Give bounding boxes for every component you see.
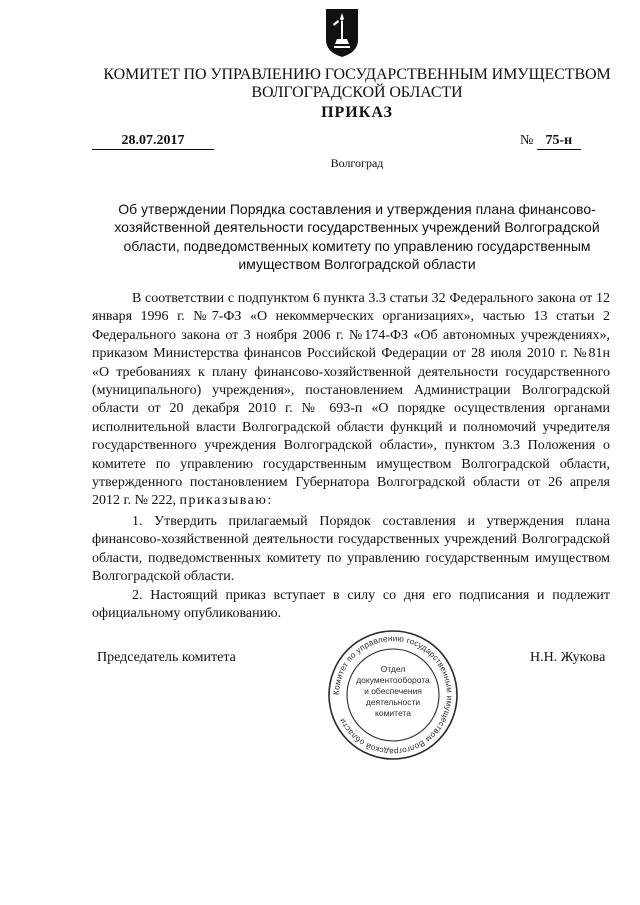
committee-name-line1: КОМИТЕТ ПО УПРАВЛЕНИЮ ГОСУДАРСТВЕННЫМ ИМУЩЕСТВОМ	[103, 66, 611, 83]
number-label: №	[520, 133, 534, 148]
stamp-line-3: и обеспечения	[364, 686, 422, 696]
stamp-line-2: документооборота	[356, 675, 430, 685]
preamble-paragraph	[92, 290, 610, 511]
order-date: 28.07.2017	[92, 132, 214, 150]
committee-name-line2: ВОЛГОГРАДСКОЙ ОБЛАСТИ	[251, 84, 463, 101]
preamble-text: В соответствии с подпунктом 6 пункта 3.3 статьи 32 Федерального закона от 12 января 1996 г. №7-ФЗ «О некоммерческих организациях», частью 13 статьи 2 Федерального закона от 3 ноября 2006 г. №174-ФЗ «Об автономных учреждениях», приказом Министерства финансов Российской Федерации от 28 июля 2010 г. №81н «О требованиях к плану финансово-хозяйственной деятельности государственного (муниципального) учреждения», постановлением Администрации Волгоградской области от 20 декабря 2010 г. № 693-п «О порядке осуществления органами исполнительной власти Волгоградской области функций и полномочий учредителя государственного учреждения Волгоградской области», пунктом 3.3 Положения о комитете по управлению государственным имуществом Волгоградской области, утвержденного постановлением Губернатора Волгоградской области от 26 апреля 2012 г. № 222,	[92, 291, 610, 509]
stamp-line-4: деятельности	[365, 697, 421, 707]
document-type: ПРИКАЗ	[321, 104, 393, 121]
office-stamp	[326, 628, 460, 762]
city: Волгоград	[330, 156, 384, 170]
clause-1: 1. Утвердить прилагаемый Порядок составления и утверждения плана финансово-хозяйственной деятельности государственных учреждений Волгоградской области, подведомственных комитету по управлению государственным имуществом Волгоградской области.	[92, 514, 610, 585]
clause-2: 2. Настоящий приказ вступает в силу со дня его подписания и подлежит официальному опубликованию.	[92, 588, 610, 622]
signatory-role: Председатель комитета	[97, 650, 236, 665]
order-heading: Об утверждении Порядка составления и утверждения плана финансово-хозяйственной деятельности государственных учреждений Волгоградской области, подведомственных комитету по управлению государственным имуществом Волгоградской области	[114, 201, 600, 272]
stamp-ring-text: Комитет по управлению государственным имуществом Волгоградской области	[331, 633, 455, 757]
stamp-line-5: комитета	[375, 708, 411, 718]
committee-name	[80, 66, 634, 102]
order-number: 75-н	[537, 132, 581, 150]
order-number-block	[520, 132, 581, 150]
signatory-name: Н.Н. Жукова	[530, 650, 606, 665]
stamp-line-1: Отдел	[380, 664, 406, 674]
command-word: приказываю:	[179, 493, 273, 509]
coat-of-arms-icon	[325, 8, 359, 58]
